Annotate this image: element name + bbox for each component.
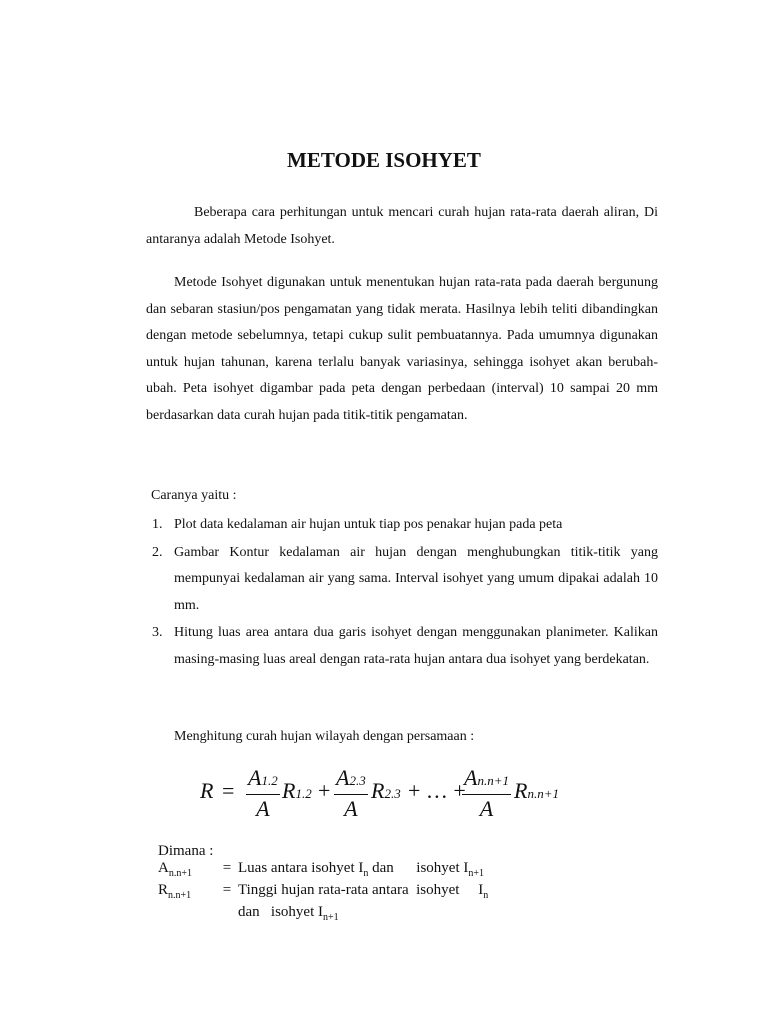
formula-lhs: R bbox=[200, 778, 214, 803]
steps-heading: Caranya yaitu : bbox=[151, 488, 237, 503]
equation-intro: Menghitung curah hujan wilayah dengan persamaan : bbox=[174, 729, 475, 744]
isohyet-formula: R = $\frac{A1.2}{A}$ R1.2 + $\frac{A2.3}{A}$ R2.3 + … + $\frac{An.n+1}{A}$ Rn.n+1 bbox=[200, 765, 559, 821]
method-description-paragraph: Metode Isohyet digunakan untuk menentukan hujan rata-rata pada daerah bergunung dan sebaran stasiun/pos pengamatan yang tidak merata. Hasilnya lebih teliti dibandingkan dengan metode sebelumnya, tetapi cukup sulit pembuatannya. Pada umumnya digunakan untuk hujan tahunan, karena terlalu banyak variasinya, sehingga isohyet akan berubah-ubah. Peta isohyet digambar pada peta dengan perbedaan (interval) 10 sampai 20 mm berdasarkan data curah hujan pada titik-titik pengamatan. bbox=[146, 275, 658, 423]
formula-fraction: $\frac{A2.3}{A}$ bbox=[336, 765, 366, 821]
definitions-block bbox=[158, 843, 488, 926]
list-item bbox=[146, 512, 658, 539]
document-title: METODE ISOHYET bbox=[287, 148, 481, 172]
step-number: 1. bbox=[152, 517, 163, 532]
formula-fraction: $\frac{An.n+1}{A}$ bbox=[464, 765, 509, 821]
step-text: Hitung luas area antara dua garis isohyet dengan menggunakan planimeter. Kalikan masing-masing luas areal dengan rata-rata hujan antara dua isohyet yang berdekatan. bbox=[174, 625, 658, 667]
step-number: 3. bbox=[152, 625, 163, 641]
step-text: Plot data kedalaman air hujan untuk tiap pos penakar hujan pada peta bbox=[174, 517, 563, 532]
step-text: Gambar Kontur kedalaman air hujan dengan menghubungkan titik-titik yang mempunyai kedalaman air yang sama. Interval isohyet yang umum dipakai adalah 10 mm. bbox=[174, 544, 658, 613]
definition-row: $R_{n.n+1}$ = Tinggi hujan rata-rata antara isohyet $I_n$ bbox=[158, 882, 489, 901]
formula-fraction: $\frac{A1.2}{A}$ bbox=[248, 765, 278, 821]
formula-equals: = bbox=[222, 778, 235, 803]
list-item bbox=[146, 620, 658, 673]
steps-list bbox=[146, 512, 658, 674]
definition-continuation: dan isohyet $I_{n+1}$ bbox=[238, 904, 339, 923]
step-number: 2. bbox=[152, 544, 163, 560]
intro-paragraph: Beberapa cara perhitungan untuk mencari curah hujan rata-rata daerah aliran, Di antaranya adalah Metode Isohyet. bbox=[146, 205, 658, 247]
definition-row: $A_{n.n+1}$ = Luas antara isohyet $I_n$ dan isohyet $I_{n+1}$ bbox=[158, 860, 484, 879]
list-item bbox=[146, 540, 658, 620]
definitions-heading: Dimana : bbox=[158, 843, 214, 859]
